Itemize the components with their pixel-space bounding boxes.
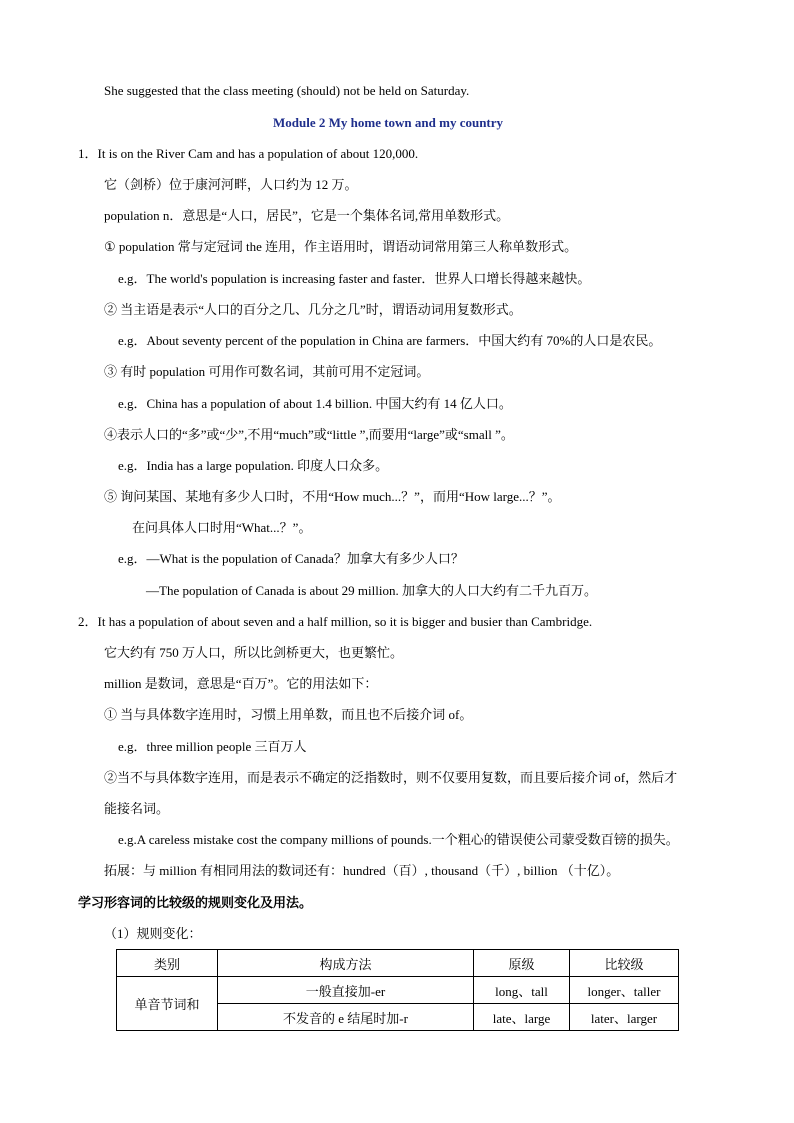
example-sentence: She suggested that the class meeting (should) not be held on Saturday. — [104, 83, 470, 98]
category-cell: 单音节词和 — [117, 977, 218, 1031]
method-cell: 不发音的 e 结尾时加-r — [218, 1004, 474, 1031]
rule-4-example: e.g．India has a large population. 印度人口众多。 — [118, 458, 389, 473]
million-rule-1-example: e.g．three million people 三百万人 — [118, 739, 307, 754]
rule-1-example: e.g．The world's population is increasing faster and faster．世界人口增长得越来越快。 — [118, 271, 591, 286]
section-heading-comparatives: 学习形容词的比较级的规则变化及用法。 — [78, 895, 313, 910]
rule-2: ② 当主语是表示“人口的百分之几、几分之几”时，谓语动词用复数形式。 — [104, 302, 522, 317]
rule-3: ③ 有时 population 可用作可数名词，其前可用不定冠词。 — [104, 364, 430, 379]
rule-5-example-question: e.g．—What is the population of Canada？加拿大有多少人口？ — [118, 551, 464, 566]
module-title: Module 2 My home town and my country — [273, 115, 504, 130]
item-1-translation: 它（剑桥）位于康河河畔，人口约为 12 万。 — [104, 177, 358, 192]
million-rule-2: ②当不与具体数字连用，而是表示不确定的泛指数时，则不仅要用复数，而且要后接介词 of，然后才 — [104, 770, 678, 785]
rule-5: ⑤ 询问某国、某地有多少人口时，不用“How much...？”，而用“How large...？”。 — [104, 489, 561, 504]
rule-2-example: e.g．About seventy percent of the population in China are farmers．中国大约有 70%的人口是农民。 — [118, 333, 662, 348]
million-rule-2-example: e.g.A careless mistake cost the company millions of pounds.一个粗心的错误使公司蒙受数百镑的损失。 — [118, 832, 679, 847]
extension-note: 拓展：与 million 有相同用法的数词还有：hundred（百）, thousand（千）, billion （十亿）。 — [104, 863, 620, 878]
item-2-heading: 2．It has a population of about seven and a half million, so it is bigger and busier than Cambridge. — [78, 614, 593, 629]
item-1-heading: 1．It is on the River Cam and has a population of about 120,000. — [78, 146, 419, 161]
comparative-cell: later、larger — [570, 1004, 679, 1031]
header-category: 类别 — [117, 950, 218, 977]
header-method: 构成方法 — [218, 950, 474, 977]
rule-4: ④表示人口的“多”或“少”,不用“much”或“little ”,而要用“large”或“small ”。 — [104, 427, 514, 442]
rule-3-example: e.g．China has a population of about 1.4 billion. 中国大约有 14 亿人口。 — [118, 396, 512, 411]
rule-5-note: 在问具体人口时用“What...？”。 — [132, 520, 312, 535]
rule-1: ① population 常与定冠词 the 连用，作主语用时，谓语动词常用第三人称单数形式。 — [104, 239, 578, 254]
comparative-cell: longer、taller — [570, 977, 679, 1004]
header-comparative: 比较级 — [570, 950, 679, 977]
header-base-form: 原级 — [474, 950, 570, 977]
rule-5-example-answer: —The population of Canada is about 29 million. 加拿大的人口大约有二千九百万。 — [146, 583, 597, 598]
million-rule-2-continued: 能接名词。 — [104, 801, 170, 816]
base-cell: long、tall — [474, 977, 570, 1004]
table-row — [117, 977, 679, 1004]
comparative-table — [116, 949, 679, 1031]
method-cell: 一般直接加-er — [218, 977, 474, 1004]
item-2-translation: 它大约有 750 万人口，所以比剑桥更大，也更繁忙。 — [104, 645, 404, 660]
million-definition: million 是数词，意思是“百万”。它的用法如下： — [104, 676, 378, 691]
million-rule-1: ① 当与具体数字连用时，习惯上用单数，而且也不后接介词 of。 — [104, 707, 473, 722]
population-definition: population n．意思是“人口，居民”，它是一个集体名词,常用单数形式。 — [104, 208, 510, 223]
table-header-row — [117, 950, 679, 977]
subheading-regular-changes: （1）规则变化： — [104, 926, 202, 941]
base-cell: late、large — [474, 1004, 570, 1031]
